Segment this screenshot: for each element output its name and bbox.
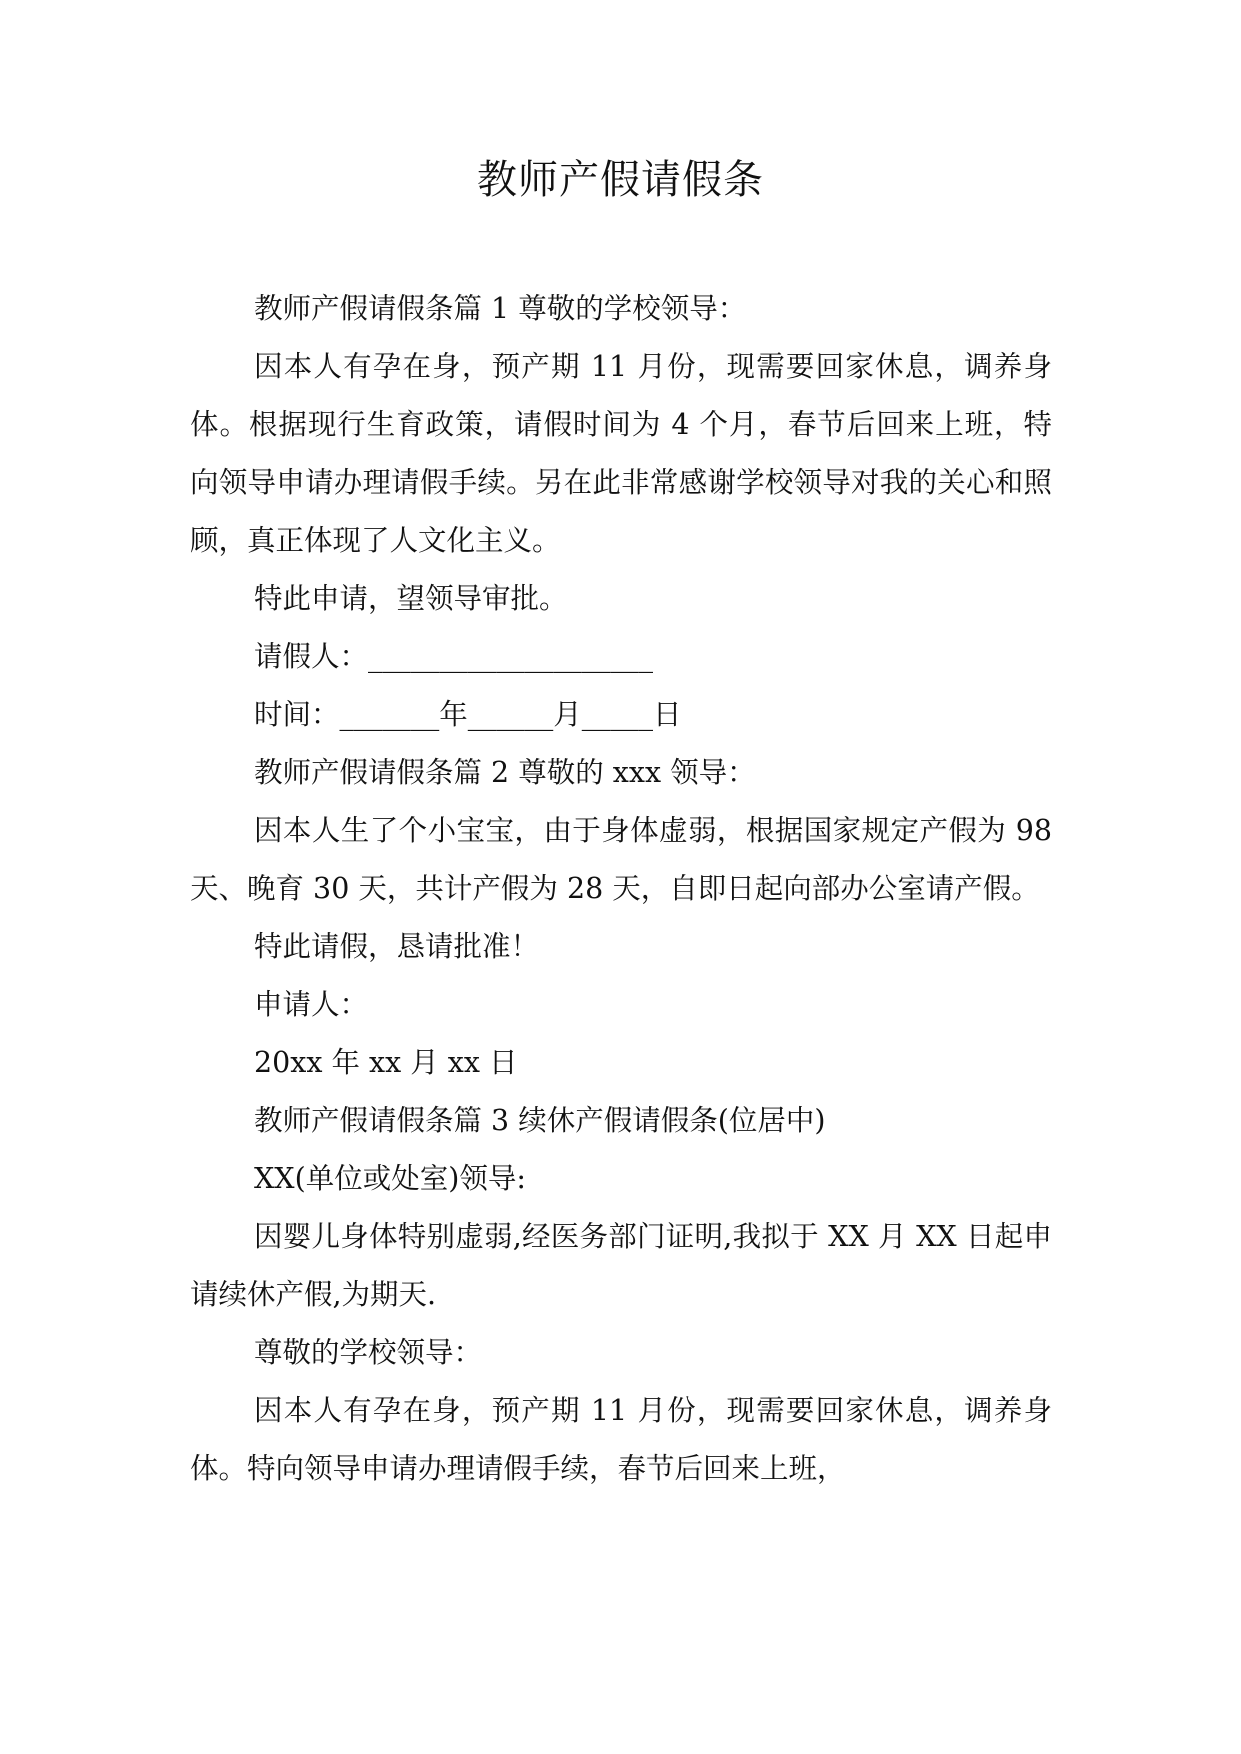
signature-line-requester: 请假人：____________________ bbox=[254, 640, 654, 673]
paragraph-14: 尊敬的学校领导： bbox=[254, 1336, 483, 1369]
paragraph-8: 特此请假，恳请批准！ bbox=[254, 930, 540, 963]
paragraph-7: 因本人生了个小宝宝，由于身体虚弱，根据国家规定产假为 98 天、晚育 30 天，共计产假为 28 天，自即日起向部办公室请产假。 bbox=[190, 814, 1062, 905]
date-line-2: 20xx 年 xx 月 xx 日 bbox=[254, 1046, 518, 1079]
paragraph-2: 因本人有孕在身，预产期 11 月份，现需要回家休息，调养身体。根据现行生育政策，请假时间为 4 个月，春节后回来上班，特向领导申请办理请假手续。另在此非常感谢学校领导对我的关心和照顾，真正体现了人文化主义。 bbox=[190, 350, 1052, 557]
paragraph-15: 因本人有孕在身，预产期 11 月份，现需要回家休息，调养身体。特向领导申请办理请假手续，春节后回来上班， bbox=[190, 1394, 1052, 1485]
document-title: 教师产假请假条 bbox=[477, 157, 764, 203]
paragraph-11: 教师产假请假条篇 3 续休产假请假条(位居中) bbox=[254, 1104, 826, 1137]
paragraph-6: 教师产假请假条篇 2 尊敬的 xxx 领导： bbox=[254, 756, 756, 789]
paragraph-12: XX(单位或处室)领导: bbox=[254, 1162, 526, 1195]
document-body bbox=[190, 280, 1062, 1498]
paragraph-3: 特此申请，望领导审批。 bbox=[254, 582, 568, 615]
signature-line-applicant: 申请人： bbox=[254, 988, 369, 1021]
paragraph-1: 教师产假请假条篇 1 尊敬的学校领导： bbox=[254, 292, 747, 325]
date-line: 时间：_______年______月_____日 bbox=[254, 698, 682, 731]
paragraph-13: 因婴儿身体特别虚弱,经医务部门证明,我拟于 XX 月 XX 日起申请续休产假,为期天. bbox=[190, 1220, 1052, 1311]
